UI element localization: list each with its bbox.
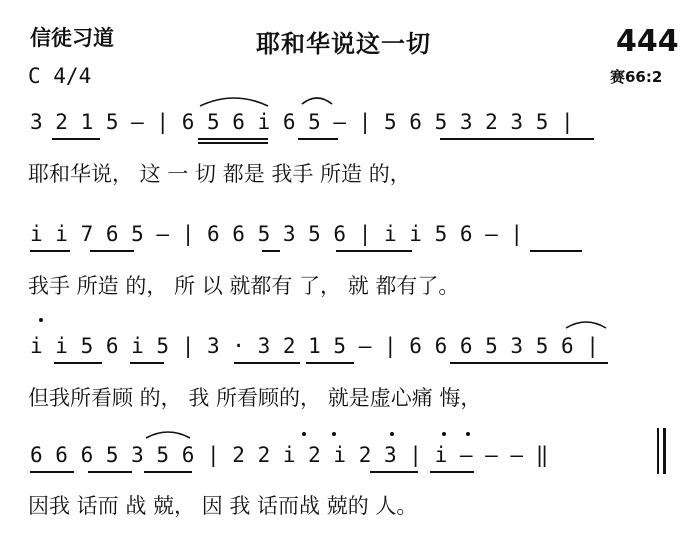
hymn-number: 444 xyxy=(616,24,679,59)
octave-dot xyxy=(442,432,446,436)
octave-dot xyxy=(332,432,336,436)
beam-underline xyxy=(88,471,132,473)
beam-underline xyxy=(530,250,582,252)
key-and-time-signature: C 4/4 xyxy=(28,64,92,88)
slur-mark xyxy=(564,318,608,330)
beam-underline xyxy=(54,362,102,364)
notation-line-3: i i 5 6 i 5 | 3 · 3 2 1 5 — | 6 6 6 5 3 5 6 | xyxy=(30,334,599,358)
beam-underline xyxy=(52,138,100,140)
beam-underline xyxy=(298,138,338,140)
lyrics-line-3: 但我所看顾 的， 我 所看顾的， 就是虚心痛 悔， xyxy=(28,386,482,410)
octave-dot xyxy=(302,432,306,436)
beam-underline xyxy=(144,471,192,473)
beam-underline xyxy=(234,362,300,364)
beam-underline xyxy=(198,142,268,144)
final-barline xyxy=(663,428,666,474)
beam-underline xyxy=(440,138,594,140)
beam-underline xyxy=(198,138,268,140)
beam-underline xyxy=(370,471,418,473)
slur-mark xyxy=(144,428,192,440)
octave-dot xyxy=(466,432,470,436)
notation-line-1: 3 2 1 5 — | 6 5 6 i 6 5 — | 5 6 5 3 2 3 5 | xyxy=(30,110,574,134)
beam-underline xyxy=(30,250,70,252)
hymn-title: 耶和华说这一切 xyxy=(256,30,431,58)
lyrics-line-4: 因我 话而 战 兢， 因 我 话而战 兢的 人。 xyxy=(28,494,418,518)
beam-underline xyxy=(90,250,134,252)
octave-dot xyxy=(39,318,43,322)
octave-dot xyxy=(390,432,394,436)
scripture-reference: 赛66:2 xyxy=(610,68,663,86)
notation-line-2: i i 7 6 5 — | 6 6 5 3 5 6 | i i 5 6 — | xyxy=(30,222,524,246)
beam-underline xyxy=(130,362,164,364)
final-barline-thin xyxy=(657,428,659,474)
beam-underline xyxy=(306,362,354,364)
lyrics-line-1: 耶和华说， 这 一 切 都是 我手 所造 的， xyxy=(28,162,411,186)
beam-underline xyxy=(430,471,474,473)
category-label: 信徒习道 xyxy=(30,26,114,50)
slur-mark xyxy=(300,94,334,106)
lyrics-line-2: 我手 所造 的， 所 以 就都有 了， 就 都有了。 xyxy=(28,274,460,298)
notation-line-4: 6 6 6 5 3 5 6 | 2 2 i 2 i 2 3 | i — — — ‖ xyxy=(30,443,549,467)
beam-underline xyxy=(262,250,280,252)
beam-underline xyxy=(336,250,412,252)
slur-mark xyxy=(198,94,270,108)
beam-underline xyxy=(30,471,74,473)
beam-underline xyxy=(450,362,608,364)
